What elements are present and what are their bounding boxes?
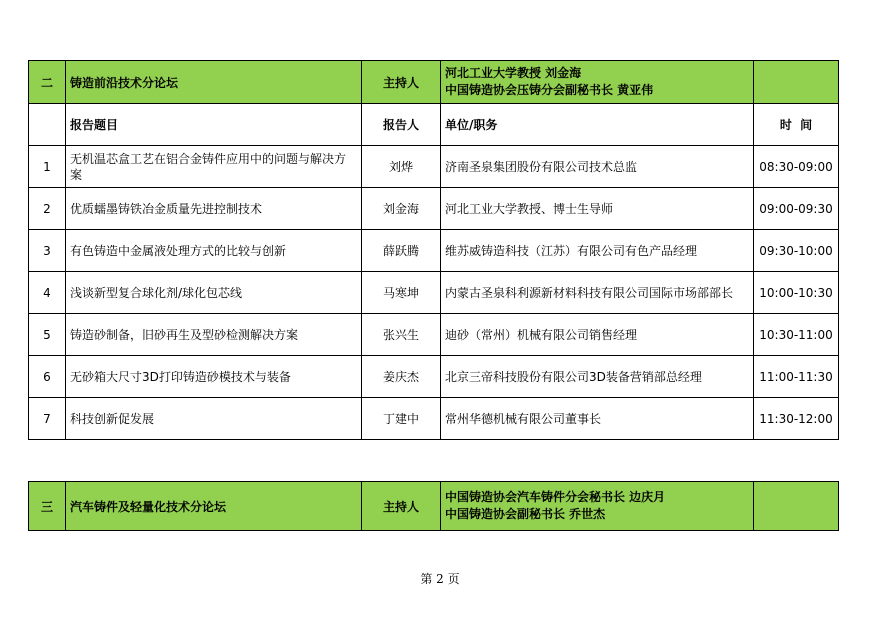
- section-title: 汽车铸件及轻量化技术分论坛: [66, 482, 362, 531]
- col-header-speaker: 报告人: [362, 104, 441, 146]
- row-topic: 优质蠕墨铸铁冶金质量先进控制技术: [66, 188, 362, 230]
- host-label: 主持人: [362, 482, 441, 531]
- row-number: 5: [29, 314, 66, 356]
- row-number: 3: [29, 230, 66, 272]
- row-speaker: 姜庆杰: [362, 356, 441, 398]
- table-row: [29, 272, 839, 314]
- row-time: 10:30-11:00: [754, 314, 839, 356]
- host-name: 中国铸造协会汽车铸件分会秘书长 边庆月: [445, 490, 666, 504]
- row-unit: 迪砂（常州）机械有限公司销售经理: [441, 314, 754, 356]
- host-name: 中国铸造协会压铸分会副秘书长 黄亚伟: [445, 83, 654, 97]
- row-time: 11:30-12:00: [754, 398, 839, 440]
- page-number: 第 2 页: [420, 572, 460, 586]
- row-number: 7: [29, 398, 66, 440]
- row-speaker: 薛跃腾: [362, 230, 441, 272]
- row-topic: 浅谈新型复合球化剂/球化包芯线: [66, 272, 362, 314]
- row-topic: 科技创新促发展: [66, 398, 362, 440]
- row-number: 2: [29, 188, 66, 230]
- row-speaker: 刘金海: [362, 188, 441, 230]
- host-names: [441, 61, 754, 104]
- table-row: [29, 146, 839, 188]
- col-header-time: 时 间: [754, 104, 839, 146]
- section-title: 铸造前沿技术分论坛: [66, 61, 362, 104]
- table-row: [29, 398, 839, 440]
- row-unit: 常州华德机械有限公司董事长: [441, 398, 754, 440]
- section-header-row: [29, 482, 839, 531]
- row-number: 6: [29, 356, 66, 398]
- row-speaker: 张兴生: [362, 314, 441, 356]
- col-header-topic: 报告题目: [66, 104, 362, 146]
- forum-section-table: [28, 481, 839, 531]
- row-time: 11:00-11:30: [754, 356, 839, 398]
- row-number: 1: [29, 146, 66, 188]
- row-topic: 无砂箱大尺寸3D打印铸造砂模技术与装备: [66, 356, 362, 398]
- table-row: [29, 314, 839, 356]
- column-header-row: [29, 104, 839, 146]
- row-number: 4: [29, 272, 66, 314]
- row-unit: 内蒙古圣泉科利源新材料科技有限公司国际市场部部长: [441, 272, 754, 314]
- host-names: [441, 482, 754, 531]
- host-name: 中国铸造协会副秘书长 乔世杰: [445, 507, 606, 521]
- row-speaker: 丁建中: [362, 398, 441, 440]
- row-unit: 维苏威铸造科技（江苏）有限公司有色产品经理: [441, 230, 754, 272]
- empty-cell: [754, 61, 839, 104]
- row-time: 08:30-09:00: [754, 146, 839, 188]
- row-speaker: 刘烨: [362, 146, 441, 188]
- row-topic: 有色铸造中金属液处理方式的比较与创新: [66, 230, 362, 272]
- row-unit: 河北工业大学教授、博士生导师: [441, 188, 754, 230]
- table-row: [29, 356, 839, 398]
- row-unit: 济南圣泉集团股份有限公司技术总监: [441, 146, 754, 188]
- col-header-unit: 单位/职务: [441, 104, 754, 146]
- forum-schedule-table: [28, 60, 839, 440]
- host-label: 主持人: [362, 61, 441, 104]
- table-row: [29, 188, 839, 230]
- empty-cell: [754, 482, 839, 531]
- section-header-row: [29, 61, 839, 104]
- row-time: 09:00-09:30: [754, 188, 839, 230]
- section-number: 三: [29, 482, 66, 531]
- section-number: 二: [29, 61, 66, 104]
- empty-cell: [29, 104, 66, 146]
- row-time: 09:30-10:00: [754, 230, 839, 272]
- table-row: [29, 230, 839, 272]
- row-time: 10:00-10:30: [754, 272, 839, 314]
- host-name: 河北工业大学教授 刘金海: [445, 66, 582, 80]
- row-speaker: 马寒坤: [362, 272, 441, 314]
- row-unit: 北京三帝科技股份有限公司3D装备营销部总经理: [441, 356, 754, 398]
- row-topic: 无机温芯盒工艺在铝合金铸件应用中的问题与解决方案: [66, 146, 362, 188]
- row-topic: 铸造砂制备，旧砂再生及型砂检测解决方案: [66, 314, 362, 356]
